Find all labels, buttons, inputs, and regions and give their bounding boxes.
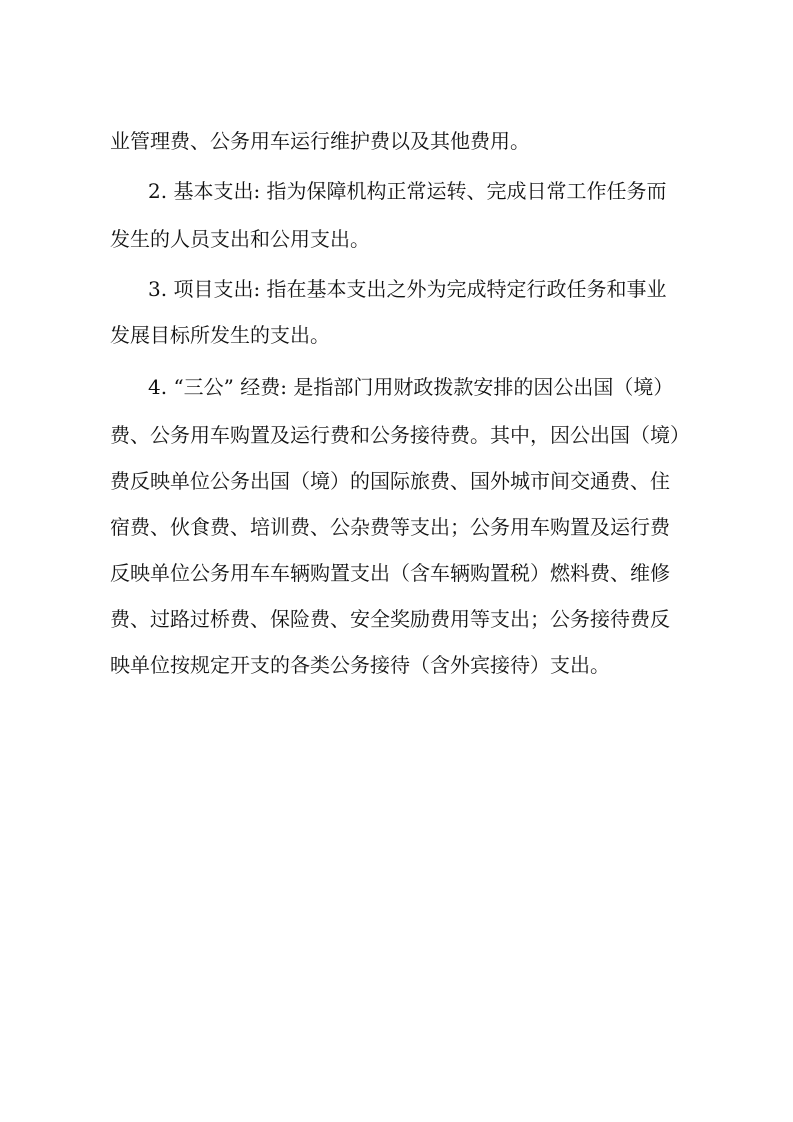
paragraph-three-public-line-3: 费反映单位公务出国（境）的国际旅费、国外城市间交通费、住 [110,469,670,493]
paragraph-three-public-line-6: 费、过路过桥费、保险费、安全奖励费用等支出；公务接待费反 [110,607,670,631]
paragraph-three-public-line-2: 费、公务用车购置及运行费和公务接待费。其中，因公出国（境） [110,423,690,447]
paragraph-project-expenditure-line-1: 3. 项目支出: 指在基本支出之外为完成特定行政任务和事业 [148,277,667,301]
paragraph-basic-expenditure-line-1: 2. 基本支出: 指为保障机构正常运转、完成日常工作任务而 [148,179,667,203]
paragraph-three-public-line-1: 4. “三公” 经费: 是指部门用财政拨款安排的因公出国（境） [148,375,674,399]
paragraph-continuation-line: 业管理费、公务用车运行维护费以及其他费用。 [110,129,530,153]
paragraph-three-public-line-4: 宿费、伙食费、培训费、公杂费等支出；公务用车购置及运行费 [110,515,670,539]
paragraph-project-expenditure-line-2: 发展目标所发生的支出。 [110,323,330,347]
paragraph-three-public-line-5: 反映单位公务用车车辆购置支出（含车辆购置税）燃料费、维修 [110,561,670,585]
paragraph-basic-expenditure-line-2: 发生的人员支出和公用支出。 [110,227,370,251]
paragraph-three-public-line-7: 映单位按规定开支的各类公务接待（含外宾接待）支出。 [110,653,610,677]
